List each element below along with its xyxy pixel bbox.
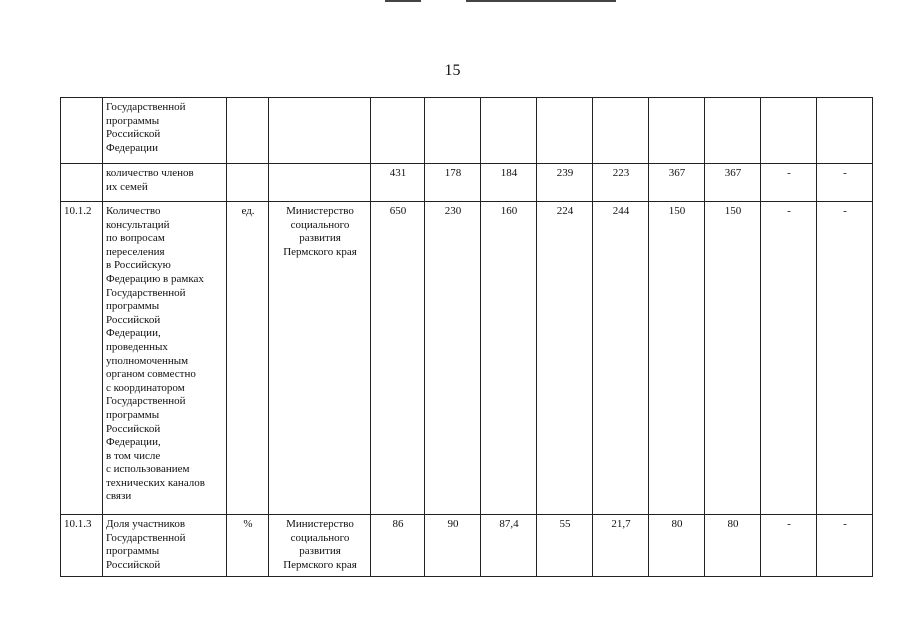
value-cell	[705, 98, 761, 164]
row-number-cell	[61, 164, 103, 202]
table-row	[61, 164, 873, 202]
value-cell: 367	[705, 164, 761, 202]
indicator-name-cell: количество членов их семей	[103, 164, 227, 202]
table-row	[61, 202, 873, 515]
table-row	[61, 515, 873, 577]
value-cell: -	[817, 202, 873, 515]
responsible-org-cell: Министерство социального развития Пермского края	[269, 202, 371, 515]
indicator-name-cell: Количество консультаций по вопросам переселения в Российскую Федерацию в рамках Государственной программы Российской Федерации, проведенных уполномоченным органом совместно с координатором Государственной программы Российской Федерации, в том числе с использованием технических каналов связи	[103, 202, 227, 515]
unit-cell	[227, 164, 269, 202]
unit-cell: %	[227, 515, 269, 577]
value-cell: 150	[649, 202, 705, 515]
value-cell	[817, 98, 873, 164]
value-cell: -	[817, 164, 873, 202]
value-cell: 55	[537, 515, 593, 577]
indicator-name-cell: Государственной программы Российской Федерации	[103, 98, 227, 164]
responsible-org-cell	[269, 98, 371, 164]
responsible-org-cell: Министерство социального развития Пермского края	[269, 515, 371, 577]
row-number-cell: 10.1.2	[61, 202, 103, 515]
value-cell	[761, 98, 817, 164]
unit-cell: ед.	[227, 202, 269, 515]
responsible-org-cell	[269, 164, 371, 202]
table-row	[61, 98, 873, 164]
value-cell: 90	[425, 515, 481, 577]
value-cell: 223	[593, 164, 649, 202]
value-cell	[593, 98, 649, 164]
value-cell: 244	[593, 202, 649, 515]
row-number-cell: 10.1.3	[61, 515, 103, 577]
value-cell: 367	[649, 164, 705, 202]
value-cell: 431	[371, 164, 425, 202]
value-cell: -	[761, 164, 817, 202]
value-cell: 224	[537, 202, 593, 515]
value-cell: 87,4	[481, 515, 537, 577]
value-cell: -	[761, 515, 817, 577]
value-cell: -	[761, 202, 817, 515]
value-cell: 184	[481, 164, 537, 202]
indicator-table	[60, 97, 873, 577]
value-cell: 80	[705, 515, 761, 577]
value-cell	[537, 98, 593, 164]
scan-artifact-line	[385, 0, 421, 2]
value-cell: 160	[481, 202, 537, 515]
value-cell: 86	[371, 515, 425, 577]
value-cell: 80	[649, 515, 705, 577]
value-cell: -	[817, 515, 873, 577]
value-cell: 239	[537, 164, 593, 202]
value-cell	[649, 98, 705, 164]
value-cell	[481, 98, 537, 164]
value-cell	[371, 98, 425, 164]
value-cell: 650	[371, 202, 425, 515]
scan-artifact-line	[466, 0, 616, 2]
value-cell: 178	[425, 164, 481, 202]
unit-cell	[227, 98, 269, 164]
page-number: 15	[444, 62, 461, 79]
value-cell: 230	[425, 202, 481, 515]
row-number-cell	[61, 98, 103, 164]
value-cell: 21,7	[593, 515, 649, 577]
value-cell: 150	[705, 202, 761, 515]
value-cell	[425, 98, 481, 164]
indicator-name-cell: Доля участников Государственной программы Российской	[103, 515, 227, 577]
